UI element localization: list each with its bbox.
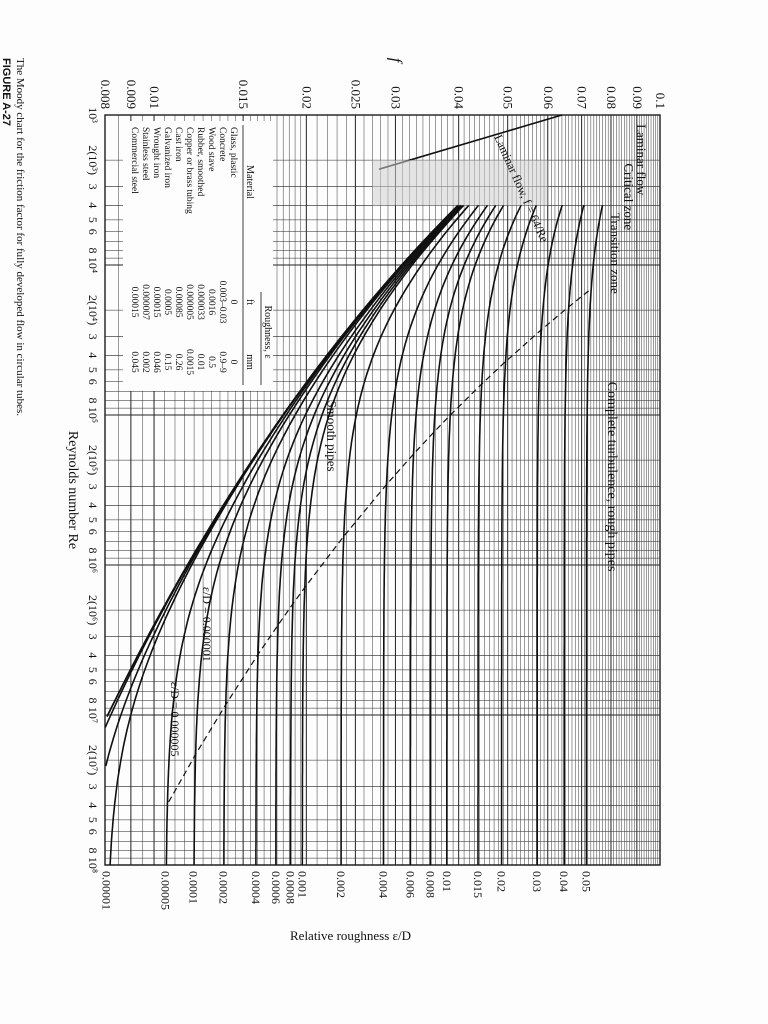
x-tick-label: 8: [86, 697, 100, 704]
zone-transition-label: Transition zone: [607, 212, 623, 294]
x-tick-label: 10⁷: [86, 706, 100, 724]
table-cell-mm: 0.002: [140, 351, 150, 373]
table-cell-material: Commercial steel: [129, 127, 139, 194]
smooth-pipes-label: Smooth pipes: [324, 400, 340, 472]
table-cell-mm: 0.5: [206, 356, 216, 368]
y-tick-label: 0.05: [500, 86, 516, 109]
y-tick-label: 0.08: [603, 86, 619, 109]
x-tick-label: 6: [86, 378, 100, 385]
figure-caption-text: The Moody chart for the friction factor for fully developed flow in circular tubes.: [14, 58, 26, 416]
y-tick-label: 0.04: [451, 86, 467, 109]
x-tick-label: 2(10³): [86, 145, 100, 175]
roughness-tick-label: 0.02: [494, 871, 509, 892]
ed-000001-label: ε/D = 0.000001: [200, 586, 215, 662]
roughness-tick-label: 0.0008: [283, 871, 298, 904]
table-cell-ft: 0.0016: [206, 288, 216, 316]
roughness-tick-label: 0.01: [439, 871, 454, 892]
x-tick-label: 5: [86, 816, 100, 823]
table-cell-ft: 0.003–0.03: [217, 280, 227, 324]
table-cell-ft: 0.00015: [151, 286, 161, 318]
roughness-tick-label: 0.0002: [216, 871, 231, 904]
table-cell-mm: 0.01: [195, 353, 205, 371]
y-tick-label: 0.008: [98, 79, 113, 109]
y-tick-label: 0.09: [629, 86, 645, 109]
table-cell-material: Cast iron: [173, 127, 183, 162]
roughness-tick-label: 0.008: [423, 871, 438, 898]
x-axis-label: Reynolds number Re: [65, 430, 80, 550]
table-cell-ft: 0: [228, 299, 238, 305]
table-column-header: Material: [244, 165, 255, 199]
x-tick-label: 4: [86, 352, 100, 359]
y-tick-label: 0.025: [348, 79, 364, 109]
roughness-tick-label: 0.0001: [186, 871, 201, 904]
x-tick-label: 10⁵: [86, 406, 100, 424]
x-tick-label: 4: [86, 802, 100, 809]
roughness-tick-label: 0.002: [334, 871, 349, 898]
table-cell-mm: 0.046: [151, 351, 161, 373]
y-tick-label: 0.07: [574, 86, 590, 109]
table-cell-mm: 0.26: [173, 353, 183, 371]
table-cell-ft: 0.00085: [173, 286, 183, 318]
x-tick-label: 10⁶: [86, 556, 100, 574]
x-tick-label: 8: [86, 397, 100, 404]
table-cell-material: Stainless steel: [140, 127, 150, 181]
table-cell-material: Concrete: [217, 127, 227, 162]
table-cell-material: Wrought iron: [151, 127, 161, 179]
table-cell-mm: 0.15: [162, 353, 172, 371]
roughness-tick-label: 0.006: [403, 871, 418, 898]
table-cell-ft: 0.00015: [129, 286, 139, 318]
roughness-tick-label: 0.03: [530, 871, 545, 892]
x-tick-label: 10³: [86, 107, 100, 123]
roughness-tick-label: 0.015: [471, 871, 486, 898]
x-tick-label: 4: [86, 202, 100, 209]
table-cell-mm: 0: [228, 359, 238, 365]
table-cell-material: Glass, plastic: [228, 127, 238, 178]
table-cell-mm: 0.9–9: [217, 351, 227, 373]
x-tick-label: 8: [86, 247, 100, 254]
x-tick-label: 6: [86, 828, 100, 835]
roughness-curve: [256, 205, 461, 865]
y-tick-label: 0.01: [147, 86, 163, 109]
x-tick-label: 2(10⁷): [86, 745, 100, 776]
x-tick-label: 5: [86, 666, 100, 673]
table-cell-material: Copper or brass tubing: [184, 127, 194, 214]
y-axis-label: f: [386, 57, 406, 63]
roughness-tick-label: 0.00001: [99, 871, 114, 910]
roughness-curve: [502, 205, 537, 865]
table-cell-material: Rubber, smoothed: [195, 127, 205, 197]
y-tick-label: 0.1: [653, 92, 668, 109]
zone-critical-label: Critical zone: [621, 163, 637, 231]
y-tick-label: 0.009: [123, 79, 139, 109]
table-cell-ft: 0.000005: [184, 284, 194, 320]
table-column-header: mm: [244, 354, 255, 370]
roughness-tick-label: 0.001: [295, 871, 310, 898]
roughness-tick-label: 0.0006: [268, 871, 283, 904]
table-cell-material: Galvanized iron: [162, 127, 172, 188]
roughness-curve: [586, 205, 602, 865]
x-tick-label: 6: [86, 678, 100, 685]
relative-roughness-label: Relative roughness ε/D: [290, 928, 411, 943]
x-tick-label: 8: [86, 847, 100, 854]
y-tick-label: 0.06: [540, 86, 556, 109]
x-tick-label: 2(10⁶): [86, 595, 100, 626]
table-cell-ft: 0.000007: [140, 284, 150, 320]
x-tick-label: 10⁴: [86, 256, 100, 274]
table-cell-material: Wood stave: [206, 127, 216, 172]
zone-laminar-label: Laminar flow: [633, 124, 649, 196]
roughness-tick-label: 0.04: [557, 871, 572, 892]
x-tick-label: 8: [86, 547, 100, 554]
y-tick-label: 0.03: [388, 86, 404, 109]
roughness-tick-label: 0.05: [579, 871, 594, 892]
laminar-label: Laminar flow, f = 64/Re: [491, 132, 552, 245]
y-tick-label: 0.02: [299, 86, 315, 109]
roughness-curve: [447, 205, 504, 865]
x-tick-label: 3: [86, 483, 100, 490]
x-tick-label: 3: [86, 183, 100, 190]
x-tick-label: 5: [86, 516, 100, 523]
complete-turbulence-label: Complete turbulence, rough pipes: [604, 381, 620, 572]
table-cell-ft: 0.000033: [195, 284, 205, 320]
x-tick-label: 10⁸: [86, 856, 100, 874]
table-cell-mm: 0.045: [129, 351, 139, 373]
x-tick-label: 6: [86, 228, 100, 235]
x-tick-label: 3: [86, 783, 100, 790]
table-column-header: ft: [244, 298, 255, 306]
x-tick-label: 4: [86, 652, 100, 659]
roughness-curve: [410, 205, 487, 865]
roughness-tick-label: 0.0004: [248, 871, 263, 904]
table-cell-mm: 0.0015: [184, 348, 194, 376]
x-tick-label: 2(10⁵): [86, 445, 100, 476]
roughness-curve: [564, 205, 584, 865]
y-tick-label: 0.015: [236, 79, 252, 109]
table-heading: Roughness, ε: [262, 305, 273, 359]
table-cell-ft: 0.0005: [162, 288, 172, 316]
roughness-tick-label: 0.00005: [158, 871, 173, 910]
ed-000005-label: ε/D = 0.000005: [167, 681, 182, 757]
x-tick-label: 4: [86, 502, 100, 509]
x-tick-label: 3: [86, 633, 100, 640]
x-tick-label: 5: [86, 216, 100, 223]
x-tick-label: 6: [86, 528, 100, 535]
roughness-curve: [341, 205, 469, 865]
figure-number: FIGURE A-27: [0, 58, 12, 127]
x-tick-label: 5: [86, 366, 100, 373]
roughness-tick-label: 0.004: [376, 871, 391, 898]
roughness-table: [123, 121, 273, 391]
x-tick-label: 2(10⁴): [86, 295, 100, 326]
x-tick-label: 3: [86, 333, 100, 340]
